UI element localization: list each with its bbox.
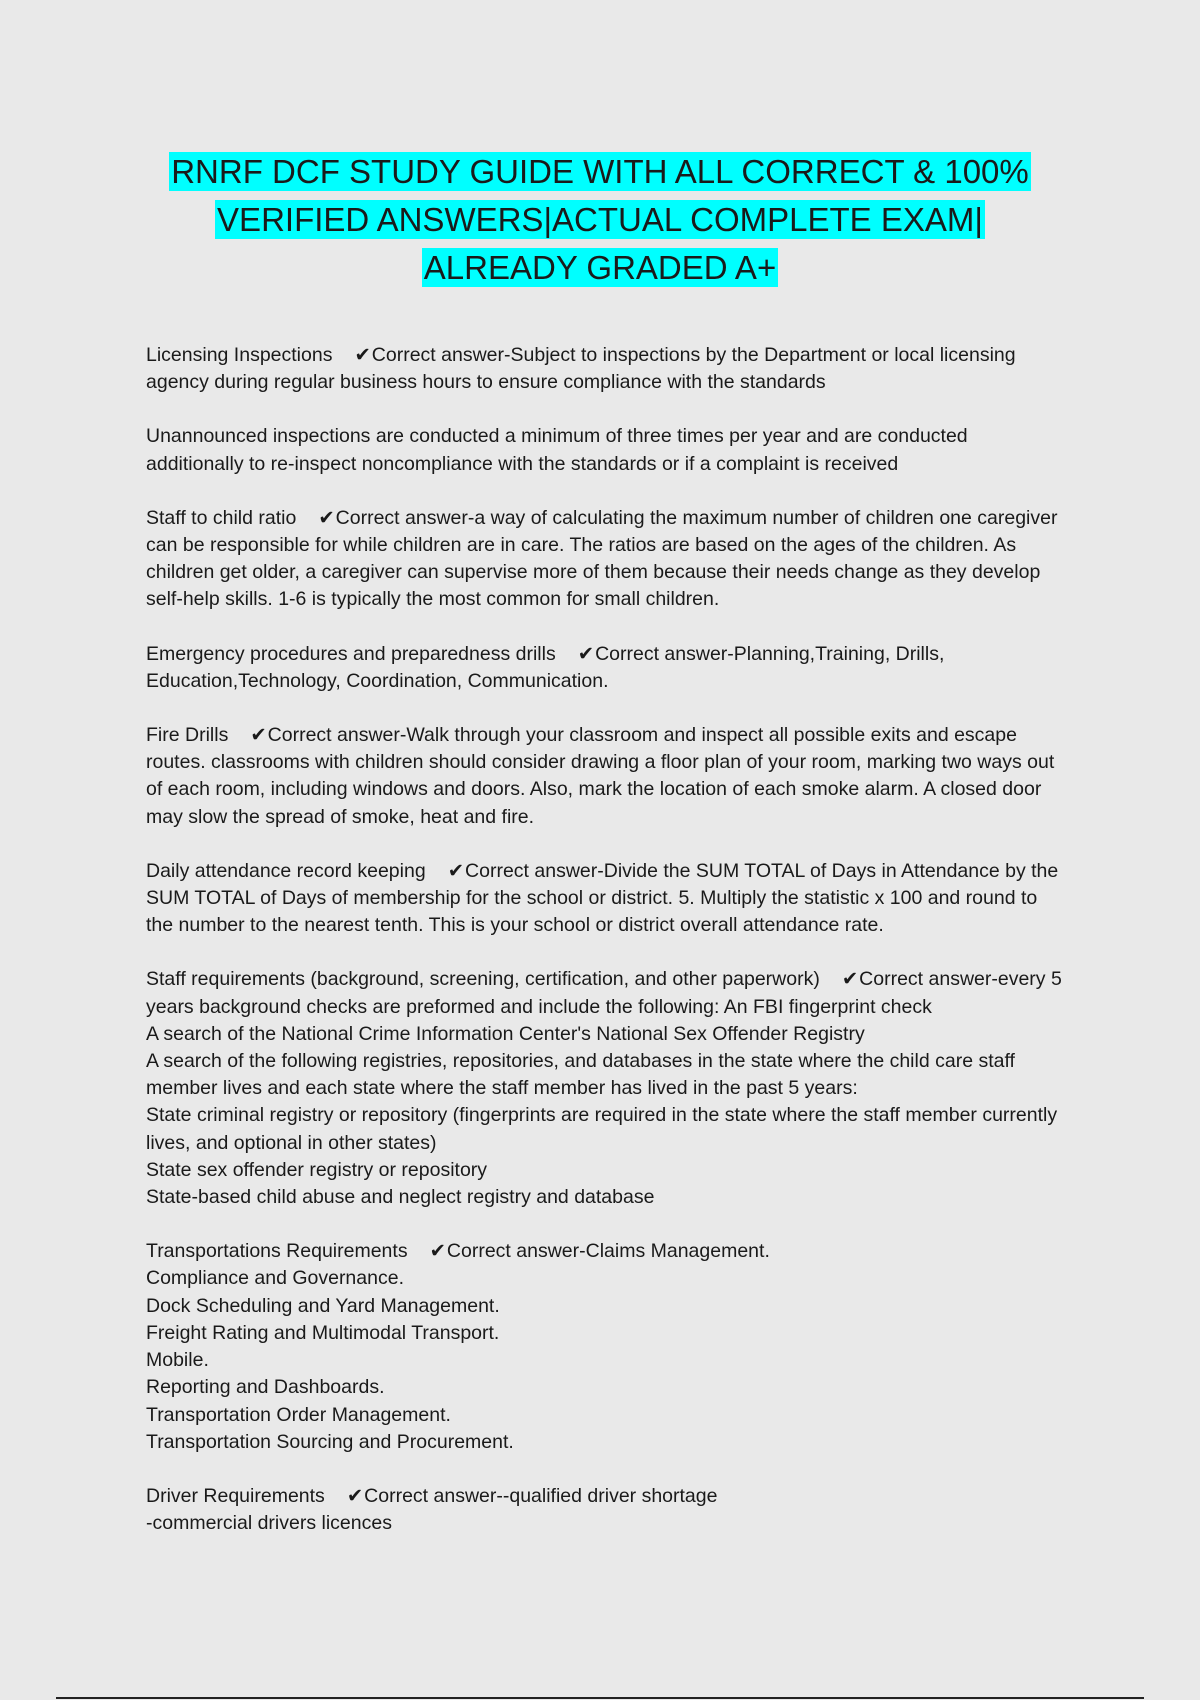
qa-first-line (146, 643, 944, 692)
question-text: Staff to child ratio (146, 506, 297, 529)
qa-first-line (146, 968, 1062, 1017)
answer-text: Unannounced inspections are conducted a minimum of three times per year and are conducted additionally to re-inspect noncompliance with the standards or if a complaint is received (146, 425, 968, 475)
qa-first-line (146, 344, 1016, 393)
qa-entry (146, 966, 1066, 1211)
qa-first-line (146, 425, 968, 474)
qa-entry (146, 858, 1066, 940)
question-text: Daily attendance record keeping (146, 859, 426, 882)
document-title (140, 148, 1060, 292)
question-text: Driver Requirements (146, 1484, 325, 1507)
check-mark-icon: ✔ (318, 506, 335, 529)
qa-first-line (146, 1240, 770, 1262)
answer-line: Transportation Order Management. (146, 1403, 451, 1426)
title-line-2: VERIFIED ANSWERS|ACTUAL COMPLETE EXAM| (217, 201, 983, 238)
answer-line: State criminal registry or repository (fingerprints are required in the state where the staff member currently lives, and optional in other states) (146, 1104, 1058, 1154)
answer-line: -commercial drivers licences (146, 1512, 392, 1535)
answer-text: Correct answer-Planning,Training, Drills, Education,Technology, Coordination, Communication. (146, 642, 945, 692)
check-mark-icon: ✔ (447, 859, 465, 882)
question-text: Licensing Inspections (146, 344, 333, 366)
answer-line: Dock Scheduling and Yard Management. (146, 1294, 500, 1317)
answer-line: State sex offender registry or repository (146, 1158, 488, 1181)
qa-entry (146, 342, 1066, 396)
question-text: Staff requirements (background, screening, certification, and other paperwork) (146, 968, 820, 991)
qa-first-line (146, 1485, 717, 1507)
qa-entry (146, 423, 1066, 477)
check-mark-icon: ✔ (346, 1484, 364, 1507)
answer-text: Correct answer-Walk through your classroom and inspect all possible exits and escape routes. classrooms with children should consider drawing a floor plan of your room, marking two ways out of each room, including windows and doors. Also, mark the location of each smoke alarm. A closed door may slow the spread of smoke, heat and fire. (146, 724, 1055, 828)
title-line-3: ALREADY GRADED A+ (423, 249, 777, 286)
qa-list (146, 342, 1066, 1564)
qa-entry (146, 1483, 1066, 1537)
question-text: Transportations Requirements (146, 1240, 408, 1263)
answer-text: Correct answer-Subject to inspections by the Department or local licensing agency during regular business hours to ensure compliance with the standards (146, 344, 1016, 394)
check-mark-icon: ✔ (250, 724, 267, 747)
answer-line: Reporting and Dashboards. (146, 1376, 385, 1399)
check-mark-icon: ✔ (429, 1240, 446, 1263)
qa-entry (146, 722, 1066, 831)
answer-line: Freight Rating and Multimodal Transport. (146, 1321, 500, 1344)
answer-line: Transportation Sourcing and Procurement. (146, 1430, 514, 1453)
question-text: Fire Drills (146, 724, 229, 747)
answer-text: Correct answer--qualified driver shortage (364, 1484, 718, 1507)
answer-line: Compliance and Governance. (146, 1267, 404, 1290)
qa-entry (146, 641, 1066, 695)
answer-text: Correct answer-Claims Management. (446, 1240, 770, 1263)
qa-entry (146, 1238, 1066, 1456)
answer-text: Correct answer-Divide the SUM TOTAL of Days in Attendance by the SUM TOTAL of Days of membership for the school or district. 5. Multiply the statistic x 100 and round to the number to the nearest tenth. This is your school or district overall attendance rate. (146, 859, 1059, 937)
answer-line: A search of the National Crime Information Center's National Sex Offender Registry (146, 1022, 865, 1045)
answer-text: Correct answer-every 5 years background checks are preformed and include the following: An FBI fingerprint check (146, 968, 1062, 1018)
answer-text: Correct answer-a way of calculating the maximum number of children one caregiver can be responsible for while children are in care. The ratios are based on the ages of the children. As children get older, a caregiver can supervise more of them because their needs change as they develop self-help skills. 1-6 is typically the most common for small children. (146, 506, 1058, 611)
page-bottom-rule (56, 1697, 1144, 1699)
qa-entry (146, 505, 1066, 614)
check-mark-icon: ✔ (354, 344, 371, 366)
answer-line: State-based child abuse and neglect registry and database (146, 1186, 655, 1209)
check-mark-icon: ✔ (577, 642, 595, 665)
qa-first-line (146, 724, 1054, 828)
check-mark-icon: ✔ (841, 968, 859, 991)
qa-first-line (146, 507, 1057, 611)
answer-line: Mobile. (146, 1349, 209, 1372)
question-text: Emergency procedures and preparedness drills (146, 642, 556, 665)
title-line-1: RNRF DCF STUDY GUIDE WITH ALL CORRECT & 100% (171, 153, 1029, 190)
qa-first-line (146, 860, 1058, 936)
answer-line: A search of the following registries, repositories, and databases in the state where the child care staff member lives and each state where the staff member has lived in the past 5 years: (146, 1050, 1015, 1100)
